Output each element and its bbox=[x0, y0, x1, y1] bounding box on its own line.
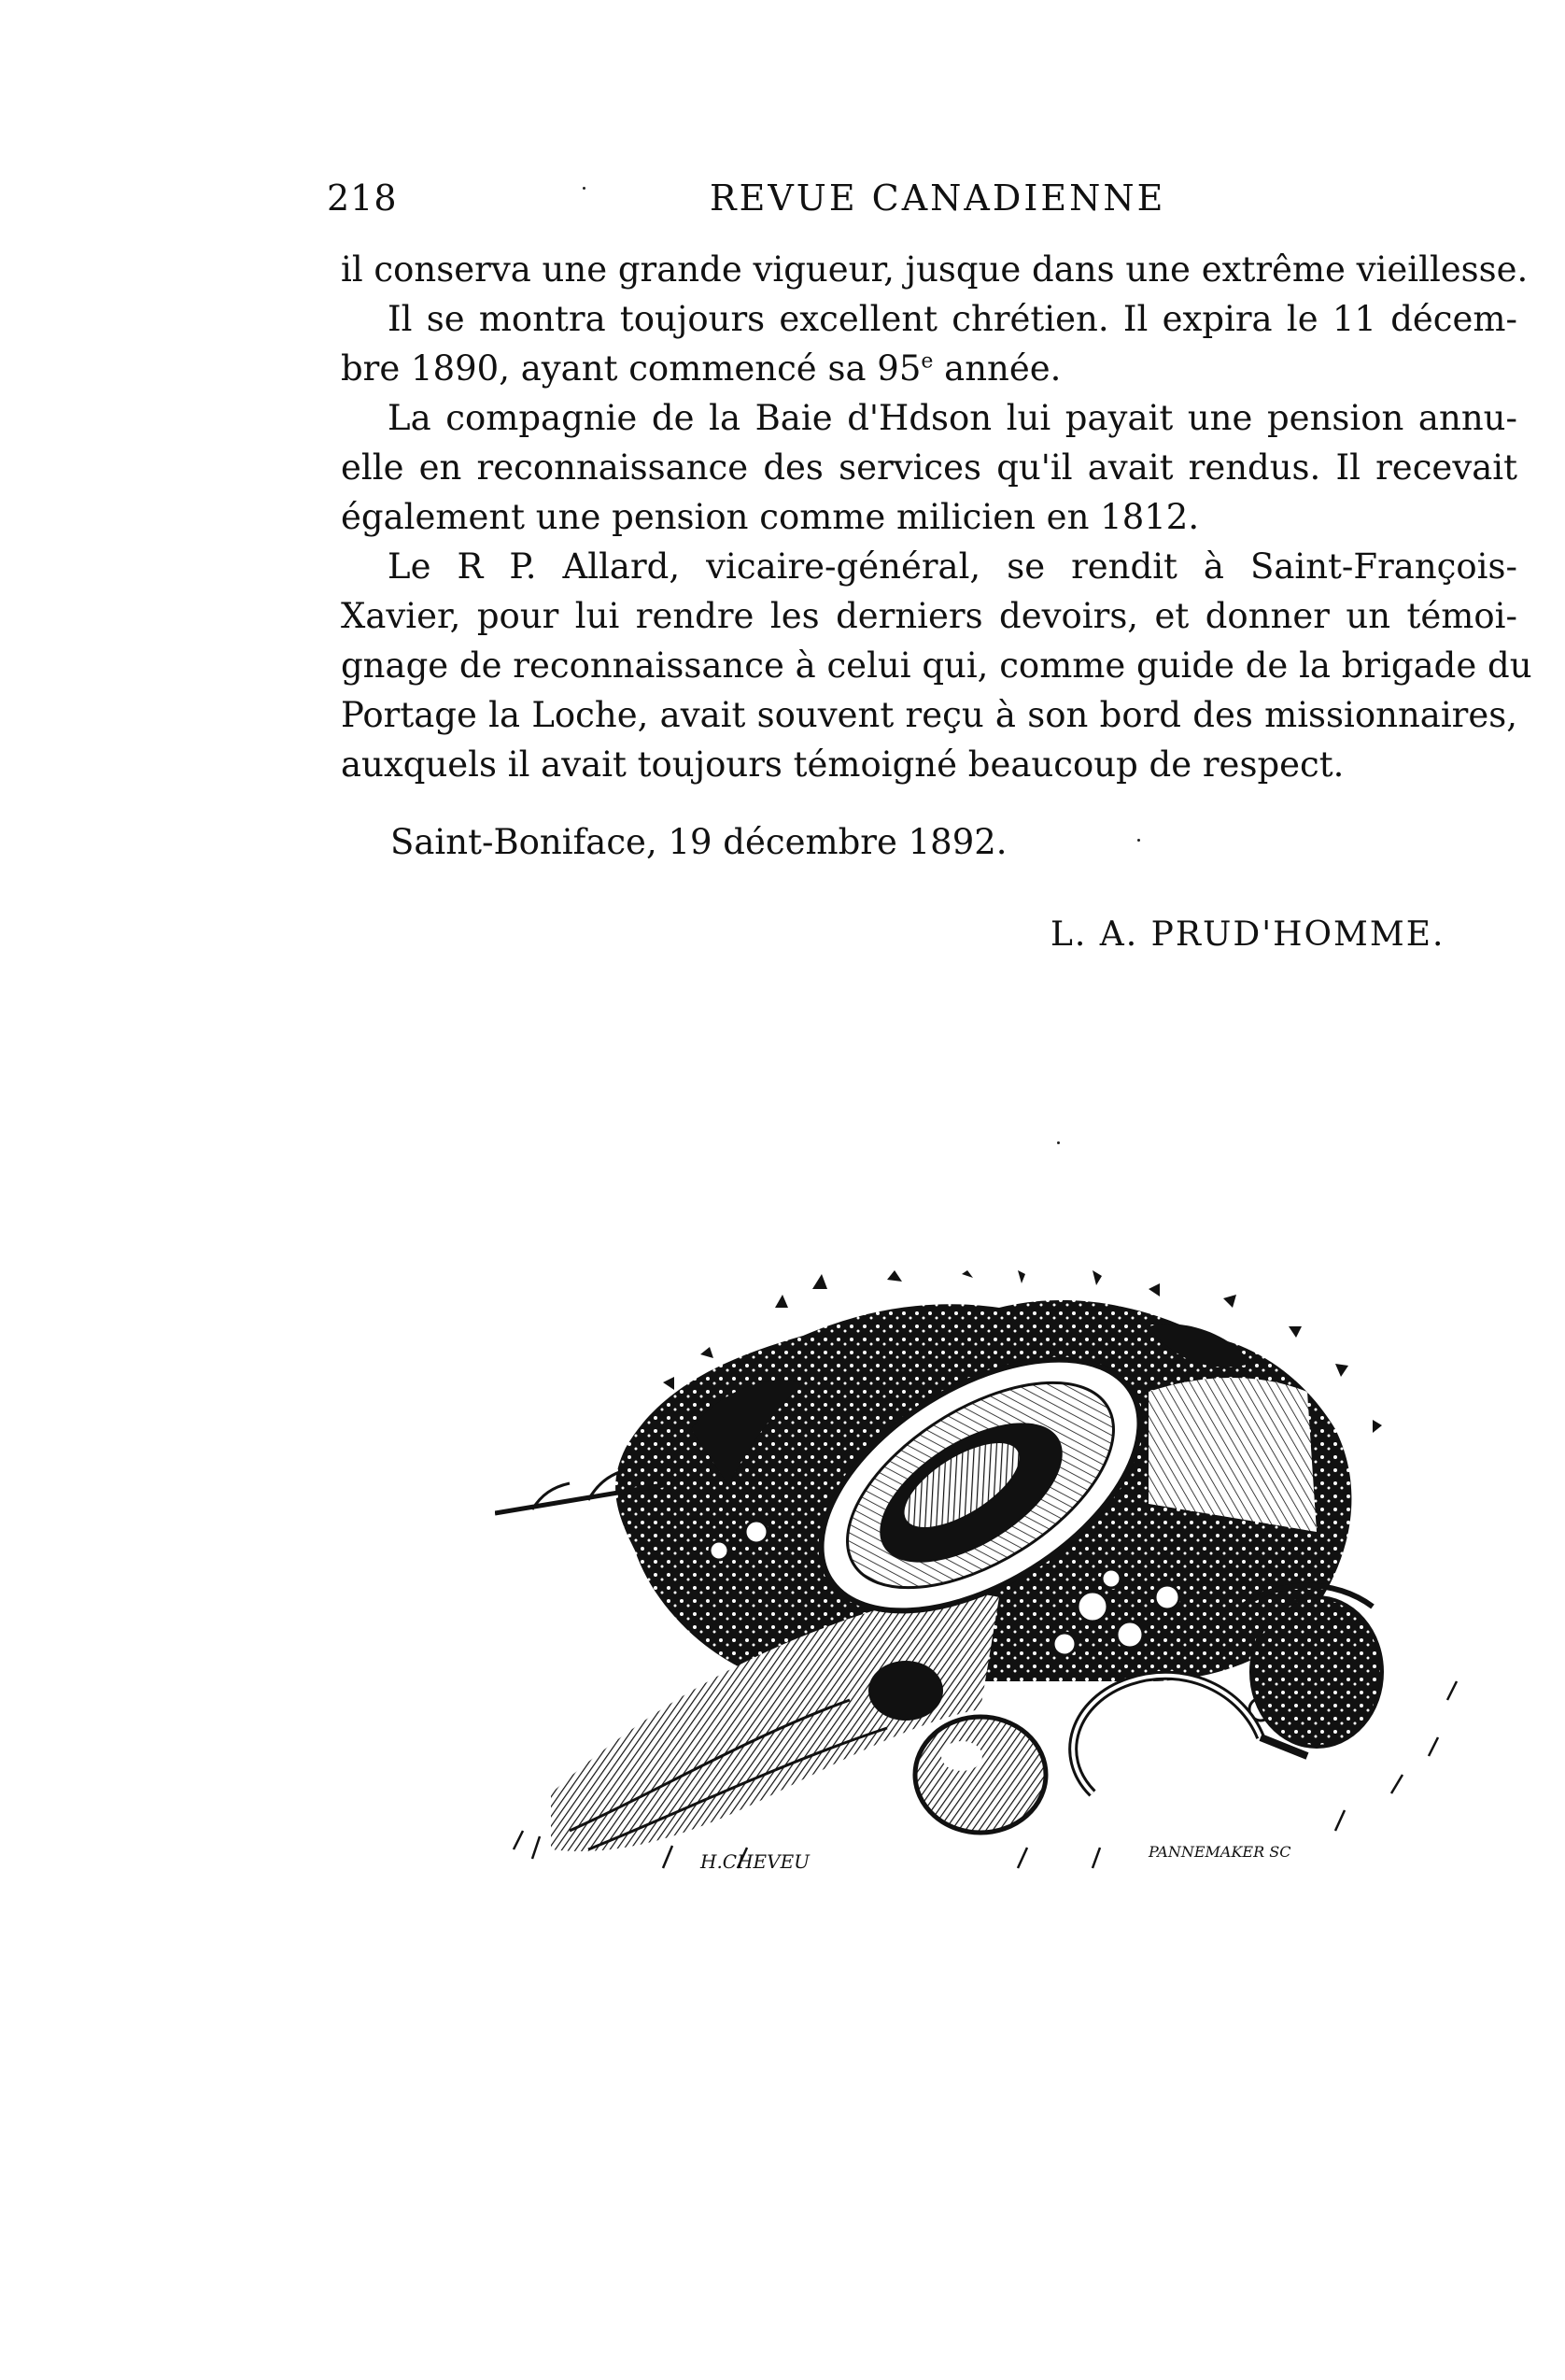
engraver-signature-left: H.CHEVEU bbox=[700, 1850, 811, 1873]
text-line: La compagnie de la Baie d'Hdson lui payait une pension annu- bbox=[388, 398, 1517, 438]
body-text bbox=[341, 245, 1532, 789]
text-line: également une pension comme milicien en 1812. bbox=[341, 497, 1200, 537]
text-line: Portage la Loche, avait souvent reçu à son bord des missionnaires, bbox=[341, 695, 1517, 735]
print-speck bbox=[1057, 1141, 1060, 1144]
author-signature: L. A. PRUD'HOMME. bbox=[1050, 915, 1445, 954]
text-line: Xavier, pour lui rendre les derniers devoirs, et donner un témoi- bbox=[341, 596, 1517, 636]
text-line bbox=[341, 344, 1517, 393]
engraving-vignette bbox=[495, 1270, 1466, 1877]
text-line: auxquels il avait toujours témoigné beaucoup de respect. bbox=[341, 744, 1345, 785]
text-line: il conserva une grande vigueur, jusque dans une extrême vieillesse. bbox=[341, 249, 1529, 290]
text-line: Le R P. Allard, vicaire-général, se rendit à Saint-François- bbox=[388, 546, 1517, 587]
text-line: Il se montra toujours excellent chrétien. Il expira le 11 décem- bbox=[388, 299, 1517, 339]
superscript: e bbox=[921, 349, 934, 374]
running-head: REVUE CANADIENNE bbox=[710, 177, 1166, 219]
print-speck bbox=[1137, 839, 1140, 842]
engraver-signature-right: PANNEMAKER SC bbox=[1149, 1843, 1291, 1861]
text-fragment: bre 1890, ayant commencé sa 95 bbox=[341, 348, 922, 389]
text-fragment: année. bbox=[933, 348, 1062, 389]
dateline: Saint-Boniface, 19 décembre 1892. bbox=[390, 822, 1008, 862]
print-speck bbox=[583, 187, 585, 190]
page-number: 218 bbox=[327, 177, 398, 219]
text-line: gnage de reconnaissance à celui qui, comme guide de la brigade du bbox=[341, 645, 1532, 686]
text-line: elle en reconnaissance des services qu'il avait rendus. Il recevait bbox=[341, 447, 1517, 488]
